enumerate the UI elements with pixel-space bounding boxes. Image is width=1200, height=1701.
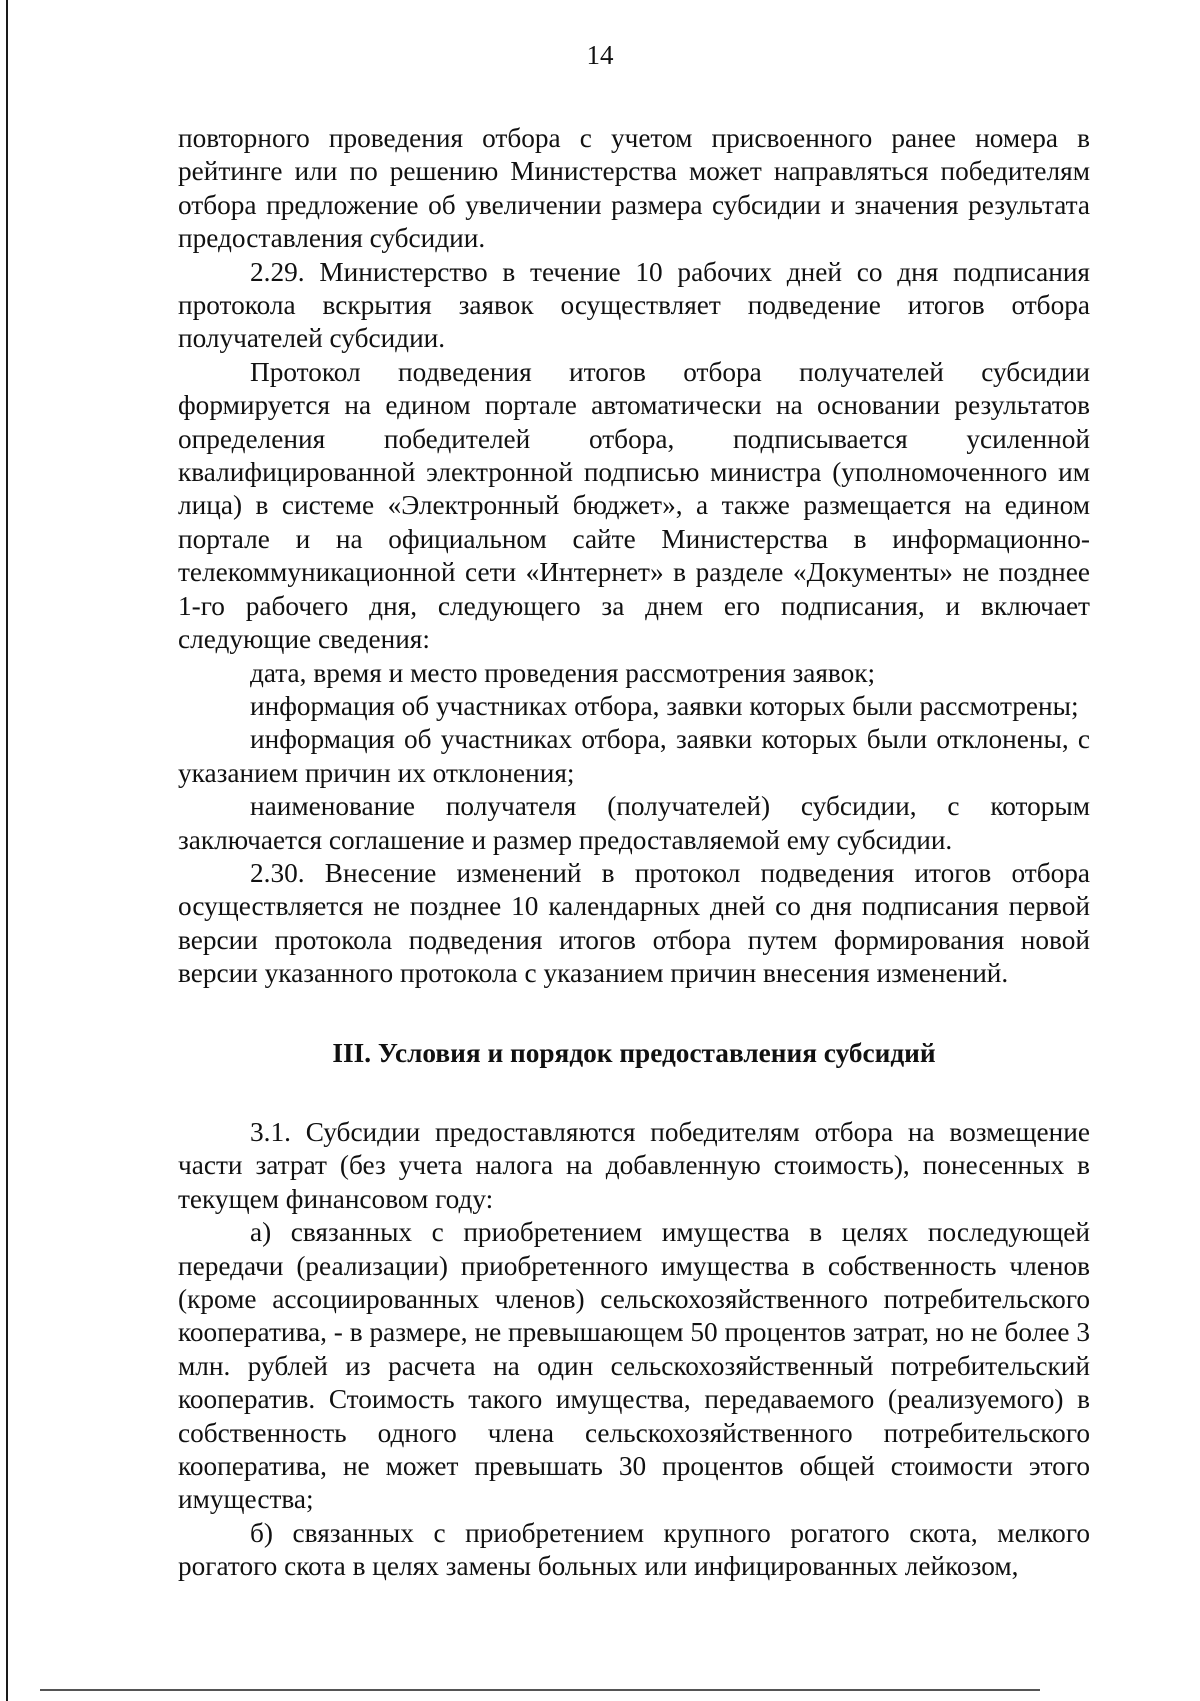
paragraph: 2.30. Внесение изменений в протокол подведения итогов отбора осуществляется не позднее 10 календарных дней со дня подписания первой версии протокола подведения итогов отбора путем формирования новой версии указанного протокола с указанием причин внесения изменений. [178, 857, 1090, 989]
paragraph: информация об участниках отбора, заявки которых были отклонены, с указанием причин их отклонения; [178, 724, 1090, 788]
document-body [178, 122, 1090, 1584]
section-heading: III. Условия и порядок предоставления субсидий [332, 1037, 936, 1068]
paragraph: повторного проведения отбора с учетом присвоенного ранее номера в рейтинге или по решению Министерства может направляться победителям отбора предложение об увеличении размера субсидии и значения результата предоставления субсидии. [178, 123, 1090, 254]
paragraph: а) связанных с приобретением имущества в целях последующей передачи (реализации) приобретенного имущества в собственность членов (кроме ассоциированных членов) сельскохозяйственного потребительского кооператива, - в размере, не превышающем 50 процентов затрат, но не более 3 млн. рублей из расчета на один сельскохозяйственный потребительский кооператив. Стоимость такого имущества, передаваемого (реализуемого) в собственность одного члена сельскохозяйственного потребительского кооператива, не может превышать 30 процентов общей стоимости этого имущества; [178, 1217, 1090, 1515]
paragraphs-after-heading [178, 1116, 1090, 1584]
paragraph: информация об участниках отбора, заявки которых были рассмотрены; [250, 690, 1079, 721]
paragraph: 3.1. Субсидии предоставляются победителям отбора на возмещение части затрат (без учета налога на добавленную стоимость), понесенных в текущем финансовом году: [178, 1116, 1090, 1214]
scan-left-edge-line [6, 0, 8, 1701]
paragraph: дата, время и место проведения рассмотрения заявок; [250, 657, 876, 688]
paragraphs-before-heading [178, 122, 1090, 991]
scan-bottom-edge-line [40, 1689, 1040, 1691]
paragraph: б) связанных с приобретением крупного рогатого скота, мелкого рогатого скота в целях замены больных или инфицированных лейкозом, [178, 1517, 1090, 1582]
paragraph: Протокол подведения итогов отбора получателей субсидии формируется на едином портале автоматически на основании результатов определения победителей отбора, подписывается усиленной квалифицированной электронной подписью министра (уполномоченного им лица) в системе «Электронный бюджет», а также размещается на едином портале и на официальном сайте Министерства в информационно-телекоммуникационной сети «Интернет» в разделе «Документы» не позднее 1-го рабочего дня, следующего за днем его подписания, и включает следующие сведения: [178, 356, 1090, 655]
paragraph: 2.29. Министерство в течение 10 рабочих дней со дня подписания протокола вскрытия заявок осуществляет подведение итогов отбора получателей субсидии. [178, 256, 1090, 354]
page-number: 14 [586, 40, 614, 70]
paragraph: наименование получателя (получателей) субсидии, с которым заключается соглашение и размер предоставляемой ему субсидии. [178, 791, 1090, 855]
